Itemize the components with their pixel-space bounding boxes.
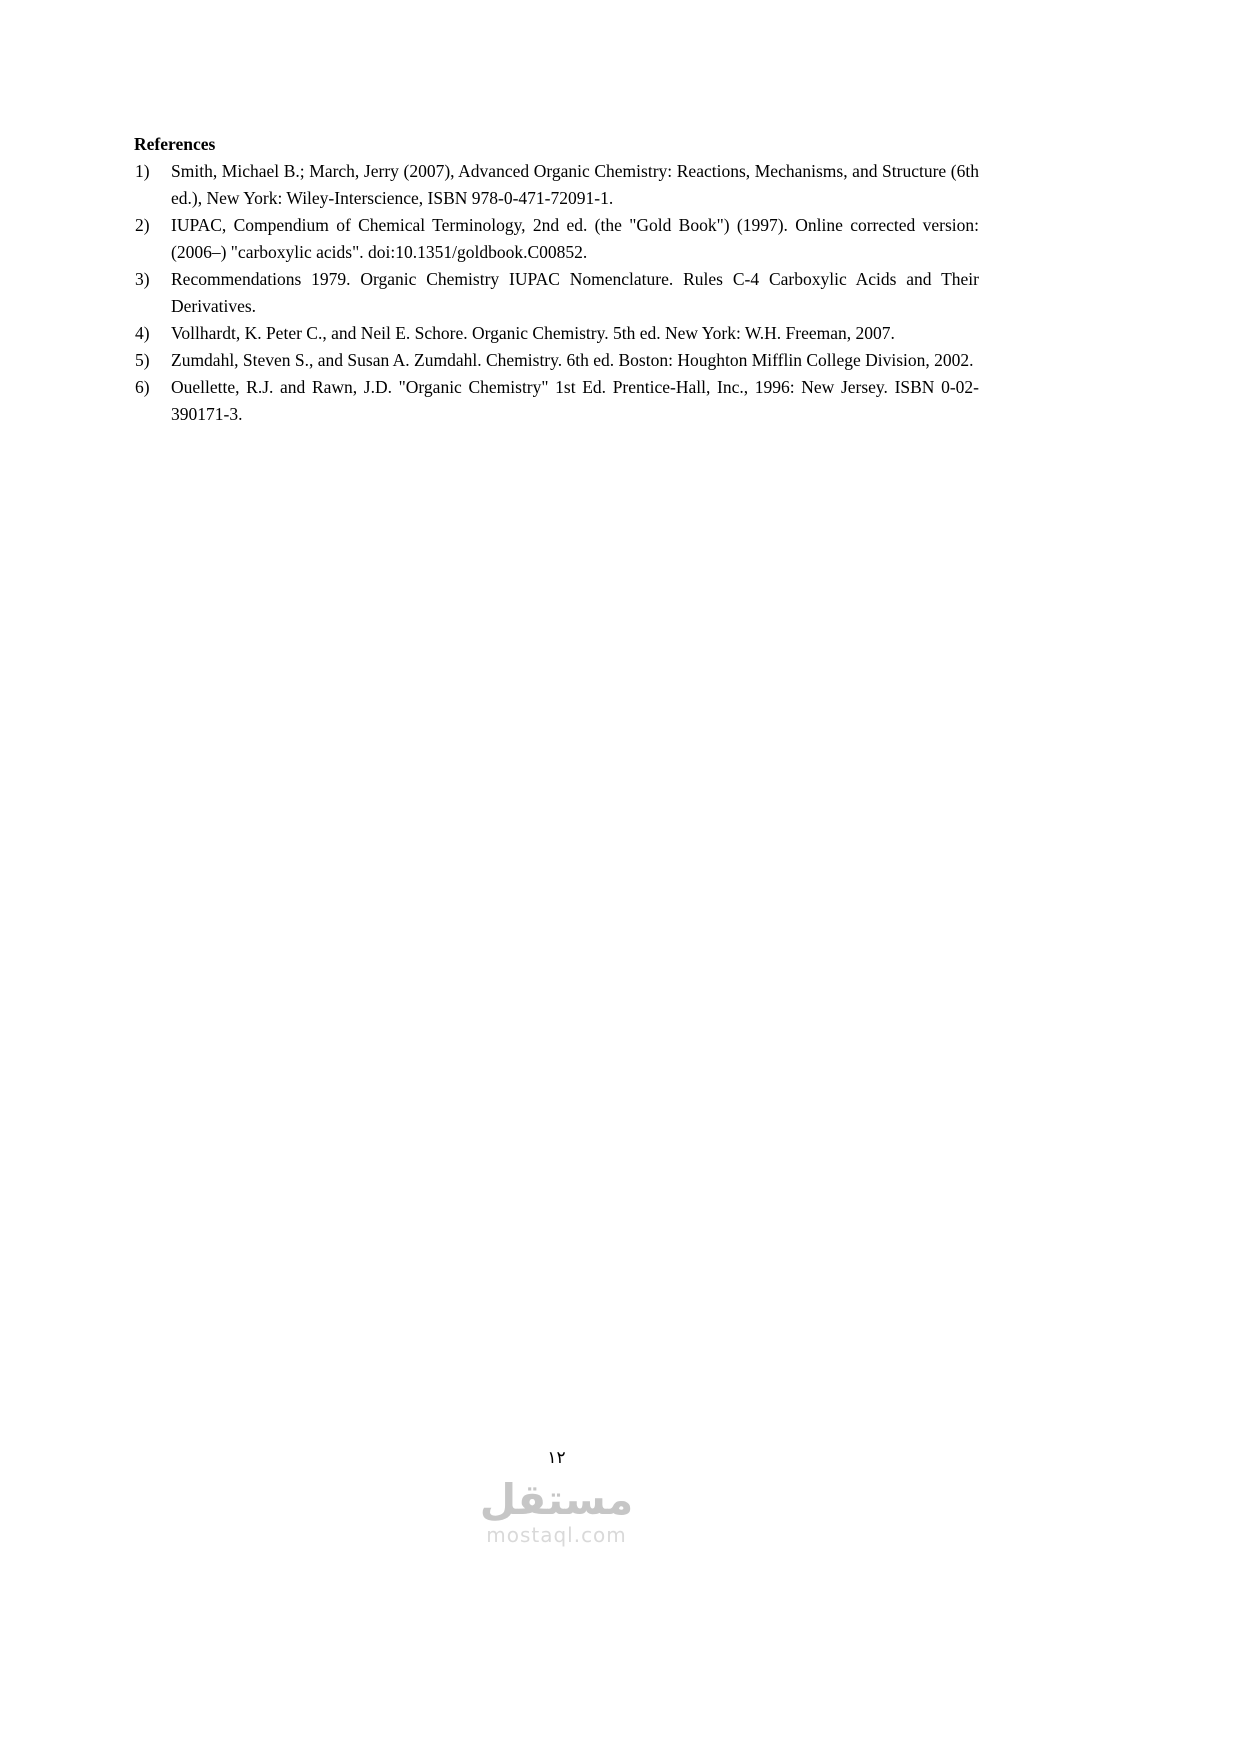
reference-number: 6) bbox=[135, 377, 150, 397]
reference-text: Smith, Michael B.; March, Jerry (2007), Advanced Organic Chemistry: Reactions, Mechanisms, and Structure (6th ed.), New York: Wiley-Interscience, ISBN 978-0-471-72091-1. bbox=[171, 161, 979, 208]
references-section bbox=[134, 131, 979, 428]
reference-text: Zumdahl, Steven S., and Susan A. Zumdahl. Chemistry. 6th ed. Boston: Houghton Mifflin College Division, 2002. bbox=[171, 350, 974, 370]
references-list bbox=[134, 158, 979, 428]
reference-item bbox=[134, 266, 979, 320]
reference-text: Vollhardt, K. Peter C., and Neil E. Schore. Organic Chemistry. 5th ed. New York: W.H. Freeman, 2007. bbox=[171, 323, 895, 343]
reference-number: 5) bbox=[135, 350, 150, 370]
reference-item bbox=[134, 158, 979, 212]
reference-text: IUPAC, Compendium of Chemical Terminology, 2nd ed. (the "Gold Book") (1997). Online corrected version: (2006–) "carboxylic acids". doi:10.1351/goldbook.C00852. bbox=[171, 215, 979, 262]
reference-item bbox=[134, 320, 979, 347]
watermark-domain-text: mostaql.com bbox=[486, 1523, 627, 1547]
watermark-logo: مستقل bbox=[479, 1475, 634, 1524]
reference-item bbox=[134, 212, 979, 266]
reference-item bbox=[134, 347, 979, 374]
reference-text: Ouellette, R.J. and Rawn, J.D. "Organic Chemistry" 1st Ed. Prentice-Hall, Inc., 1996: New Jersey. ISBN 0-02-390171-3. bbox=[171, 377, 979, 424]
reference-item bbox=[134, 374, 979, 428]
page-footer bbox=[134, 1444, 979, 1547]
reference-number: 4) bbox=[135, 323, 150, 343]
reference-number: 3) bbox=[135, 269, 150, 289]
reference-number: 2) bbox=[135, 215, 150, 235]
page-number: ١٢ bbox=[547, 1448, 566, 1467]
watermark bbox=[134, 1477, 979, 1547]
references-heading: References bbox=[134, 134, 216, 154]
reference-text: Recommendations 1979. Organic Chemistry IUPAC Nomenclature. Rules C-4 Carboxylic Acids and Their Derivatives. bbox=[171, 269, 979, 316]
reference-number: 1) bbox=[135, 161, 150, 181]
